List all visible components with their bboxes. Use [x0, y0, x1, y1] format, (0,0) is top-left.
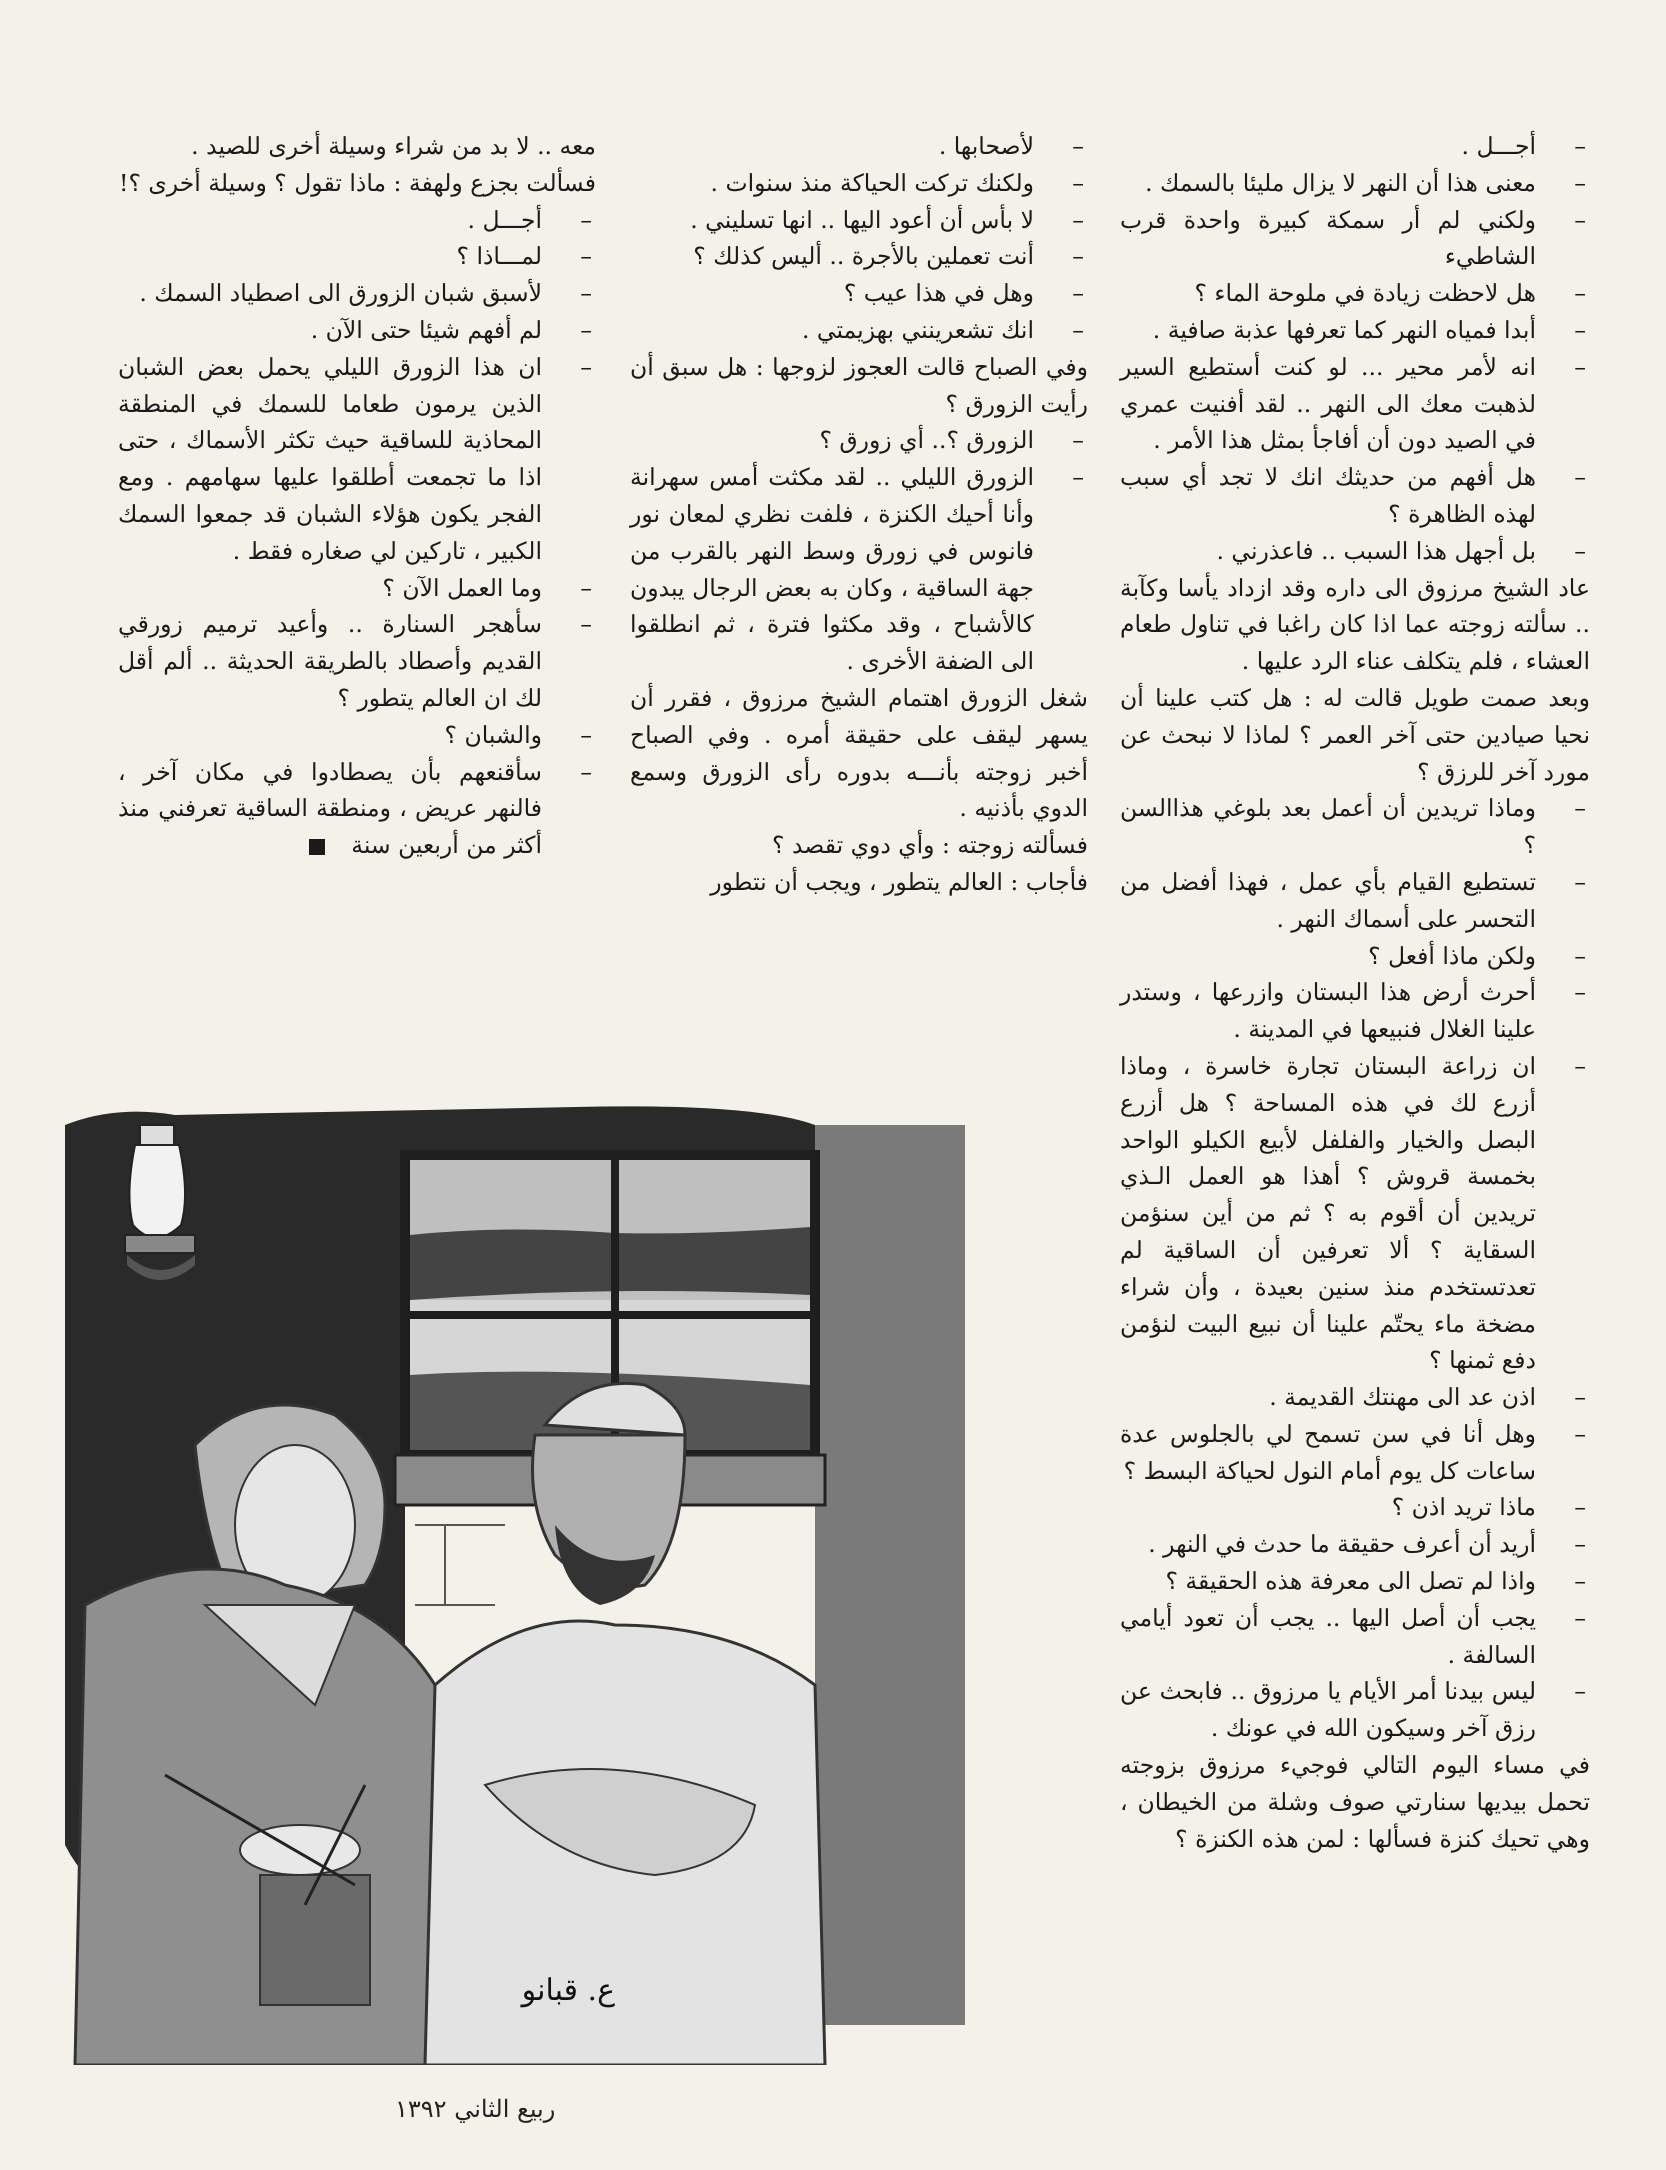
paragraph-text: انه لأمر محير ... لو كنت أستطيع السير لذهبت معك الى النهر .. لقد أفنيت عمري في الصيد دون أن أفاجأ بمثل هذا الأمر .: [1120, 352, 1536, 455]
paragraph: [1120, 1416, 1590, 1490]
paragraph-text: ان زراعة البستان تجارة خاسرة ، وماذا أزرع لك في هذه المساحة ؟ هل أزرع البصل والخيار والفلفل لأبيع الكيلو الواحد بخمسة قروش ؟ أهذا هو العمل الـذي تريدين أن أقوم به ؟ ثم من أين سنؤمن السقاية ؟ ألا تعرفين أن الساقية لم تعدتستخدم منذ سنين بعيدة ، وأن شراء مضخة ماء يحتّم علينا أن نبيع البيت لنؤمن دفع ثمنها ؟: [1120, 1051, 1536, 1375]
paragraph-text: لأصحابها .: [938, 132, 1034, 160]
paragraph: [1120, 1673, 1590, 1747]
paragraph: [118, 275, 596, 312]
paragraph-text: عاد الشيخ مرزوق الى داره وقد ازداد يأسا وكآبة .. سألته زوجته عما اذا كان راغبا في تناول طعام العشاء ، فلم يتكلف عناء الرد عليها .: [1120, 573, 1590, 676]
paragraph: [1120, 790, 1590, 864]
paragraph: [630, 202, 1088, 239]
paragraph: [1120, 680, 1590, 790]
paragraph-text: في مساء اليوم التالي فوجيء مرزوق بزوجته تحمل بيديها سنارتي صوف وشلة من الخيطان ، وهي تحيك كنزة فسألها : لمن هذه الكنزة ؟: [1120, 1751, 1590, 1853]
paragraph: [118, 165, 596, 202]
paragraph-text: أبدا فمياه النهر كما تعرفها عذبة صافية .: [1152, 315, 1536, 344]
paragraph-text: لم أفهم شيئا حتى الآن .: [310, 315, 542, 344]
paragraph: [1120, 459, 1590, 533]
paragraph-text: وفي الصباح قالت العجوز لزوجها : هل سبق أن رأيت الزورق ؟: [630, 352, 1088, 418]
paragraph: [630, 349, 1088, 423]
paragraph-text: ولكن ماذا أفعل ؟: [1368, 941, 1536, 970]
paragraph: [1120, 974, 1590, 1048]
paragraph-text: وماذا تريدين أن أعمل بعد بلوغي هذاالسن ؟: [1120, 794, 1536, 860]
paragraph: [630, 459, 1088, 680]
paragraph-text: ماذا تريد اذن ؟: [1391, 1493, 1536, 1522]
paragraph-text: سأهجر السنارة .. وأعيد ترميم زورقي القديم وأصطاد بالطريقة الحديثة .. ألم أقل لك ان العالم يتطور ؟: [118, 610, 542, 712]
paragraph: [1120, 275, 1590, 312]
paragraph: [118, 128, 596, 165]
paragraph-text: سأقنعهم بأن يصطادوا في مكان آخر ، فالنهر عريض ، ومنطقة الساقية تعرفني منذ أكثر من أربعين سنة: [118, 757, 542, 860]
paragraph: [1120, 533, 1590, 570]
paragraph: [1120, 938, 1590, 975]
paragraph-text: وهل أنا في سن تسمح لي بالجلوس عدة ساعات كل يوم أمام النول لحياكة البسط ؟: [1120, 1419, 1536, 1485]
paragraph: [1120, 128, 1590, 165]
paragraph: [1120, 1048, 1590, 1379]
paragraph-text: ليس بيدنا أمر الأيام يا مرزوق .. فابحث عن رزق آخر وسيكون الله في عونك .: [1120, 1677, 1536, 1743]
paragraph: [118, 349, 596, 570]
paragraph-text: وما العمل الآن ؟: [382, 573, 542, 602]
paragraph-text: الزورق ؟.. أي زورق ؟: [819, 426, 1034, 455]
paragraph: [1120, 864, 1590, 938]
paragraph: [1120, 1747, 1590, 1857]
paragraph: [1120, 570, 1590, 680]
story-illustration: [55, 1085, 1095, 2065]
article-column-middle: [630, 128, 1088, 901]
paragraph-text: فأجاب : العالم يتطور ، ويجب أن نتطور: [710, 867, 1088, 896]
paragraph-text: فسألت بجزع ولهفة : ماذا تقول ؟ وسيلة أخرى ؟!: [119, 168, 596, 197]
paragraph: [630, 128, 1088, 165]
paragraph: [1120, 1600, 1590, 1674]
paragraph-text: معنى هذا أن النهر لا يزال مليئا بالسمك .: [1145, 168, 1536, 197]
paragraph: [630, 680, 1088, 827]
paragraph: [118, 570, 596, 607]
paragraph-text: هل لاحظت زيادة في ملوحة الماء ؟: [1194, 279, 1536, 308]
article-column-right: [1120, 128, 1590, 1857]
paragraph-text: تستطيع القيام بأي عمل ، فهذا أفضل من التحسر على أسماك النهر .: [1120, 867, 1536, 933]
paragraph: [630, 864, 1088, 901]
paragraph: [118, 606, 596, 716]
paragraph: [118, 202, 596, 239]
paragraph-text: أنت تعملين بالأجرة .. أليس كذلك ؟: [693, 242, 1034, 271]
paragraph: [1120, 312, 1590, 349]
paragraph-text: هل أفهم من حديثك انك لا تجد أي سبب لهذه الظاهرة ؟: [1120, 463, 1536, 528]
paragraph: [1120, 165, 1590, 202]
article-column-left: [118, 128, 596, 864]
paragraph-text: واذا لم تصل الى معرفة هذه الحقيقة ؟: [1165, 1567, 1536, 1596]
paragraph-text: اذن عد الى مهنتك القديمة .: [1269, 1383, 1536, 1412]
paragraph-text: أجـــل .: [467, 205, 542, 234]
paragraph-text: انك تشعرينني بهزيمتي .: [801, 315, 1034, 344]
paragraph-text: وبعد صمت طويل قالت له : هل كتب علينا أن نحيا صيادين حتى آخر العمر ؟ لماذا لا نبحث عن مورد آخر للرزق ؟: [1120, 683, 1590, 786]
paragraph-text: أجـــل .: [1461, 132, 1536, 160]
paragraph-text: أحرث أرض هذا البستان وازرعها ، وستدر علينا الغلال فنبيعها في المدينة .: [1120, 978, 1536, 1044]
paragraph: [630, 312, 1088, 349]
paragraph: [118, 754, 596, 864]
paragraph-text: معه .. لا بد من شراء وسيلة أخرى للصيد .: [191, 132, 596, 160]
paragraph-text: أريد أن أعرف حقيقة ما حدث في النهر .: [1148, 1530, 1536, 1559]
paragraph-text: شغل الزورق اهتمام الشيخ مرزوق ، فقرر أن يسهر ليقف على حقيقة أمره . وفي الصباح أخبر زوجته بأنـــه بدوره رأى الزورق وسمع الدوي بأذنيه .: [630, 683, 1088, 823]
paragraph: [118, 312, 596, 349]
paragraph: [1120, 1489, 1590, 1526]
paragraph-text: والشبان ؟: [444, 720, 542, 749]
paragraph: [1120, 1379, 1590, 1416]
paragraph-text: الزورق الليلي .. لقد مكثت أمس سهرانة وأنا أحيك الكنزة ، فلفت نظري لمعان نور فانوس في زورق وسط النهر بالقرب من جهة الساقية ، وكان به بعض الرجال يبدون كالأشباح ، وقد مكثوا فترة ، ثم انطلقوا الى الضفة الأخرى .: [630, 463, 1034, 676]
paragraph: [1120, 349, 1590, 459]
end-of-article-mark: [309, 839, 325, 855]
paragraph: [630, 238, 1088, 275]
paragraph-text: وهل في هذا عيب ؟: [843, 279, 1034, 308]
paragraph-text: لأسبق شبان الزورق الى اصطياد السمك .: [139, 279, 542, 308]
paragraph: [1120, 202, 1590, 276]
paragraph-text: ان هذا الزورق الليلي يحمل بعض الشبان الذين يرمون طعاما للسمك في المنطقة المحاذية للساقية حيث تكثر الأسماك ، حتى اذا ما تجمعت أطلقوا عليها سهامهم . ومع الفجر يكون هؤلاء الشبان قد جمعوا السمك الكبير ، تاركين لي صغاره فقط .: [118, 352, 542, 565]
paragraph: [630, 827, 1088, 864]
paragraph: [630, 422, 1088, 459]
footer-date: ربيع الثاني ١٣٩٢: [395, 2095, 556, 2123]
paragraph: [1120, 1526, 1590, 1563]
paragraph-text: ولكنك تركت الحياكة منذ سنوات .: [710, 168, 1034, 197]
paragraph-text: يجب أن أصل اليها .. يجب أن تعود أيامي السالفة .: [1120, 1603, 1536, 1669]
paragraph: [1120, 1563, 1590, 1600]
paragraph: [118, 717, 596, 754]
paragraph-text: بل أجهل هذا السبب .. فاعذرني .: [1216, 536, 1536, 565]
paragraph-text: فسألته زوجته : وأي دوي تقصد ؟: [772, 831, 1088, 860]
paragraph-text: ولكني لم أر سمكة كبيرة واحدة قرب الشاطيء: [1120, 205, 1536, 271]
paragraph: [630, 275, 1088, 312]
paragraph-text: لمـــاذا ؟: [456, 242, 542, 271]
artist-signature: ع. قبانو: [521, 1973, 615, 2008]
paragraph-text: لا بأس أن أعود اليها .. انها تسليني .: [690, 205, 1034, 234]
paragraph: [118, 238, 596, 275]
paragraph: [630, 165, 1088, 202]
